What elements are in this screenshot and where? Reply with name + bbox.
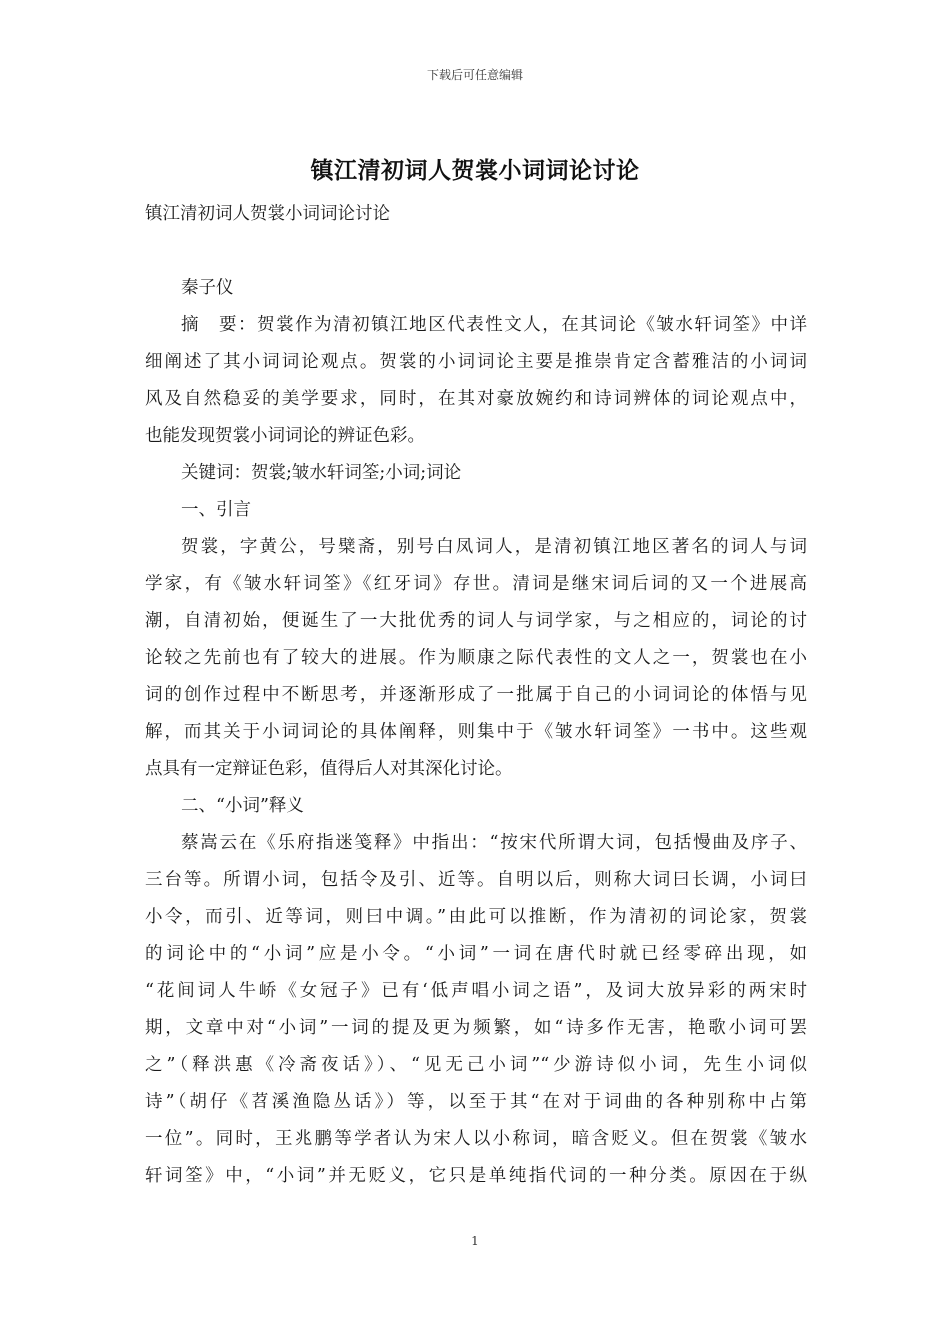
page-header: 下载后可任意编辑 <box>426 68 523 82</box>
paragraph-line: 点具有一定辩证色彩，值得后人对其深化讨论。 <box>145 759 513 779</box>
paragraph-line: 解，而其关于小词词论的具体阐释，则集中于《皱水轩词筌》一书中。这些观 <box>145 722 807 742</box>
paragraph-line: 学家，有《皱水轩词筌》《红牙词》存世。清词是继宋词后词的又一个进展高 <box>145 574 807 594</box>
paragraph-line: 一位”。同时，王兆鹏等学者认为宋人以小称词，暗含贬义。但在贺裳《皱水 <box>145 1129 807 1149</box>
page-number: 1 <box>471 1234 479 1248</box>
paragraph-line: 的词论中的“小词”应是小令。“小词”一词在唐代时就已经零碎出现，如 <box>145 944 807 964</box>
subtitle: 镇江清初词人贺裳小词词论讨论 <box>145 204 390 224</box>
paragraph-line: 蔡嵩云在《乐府指迷笺释》中指出：“按宋代所谓大词，包括慢曲及序子、 <box>181 833 807 853</box>
paragraph-line: 之”（释洪惠《冷斋夜话》）、“见无己小词”“少游诗似小词，先生小词似 <box>145 1055 807 1075</box>
paragraph-line: 论较之先前也有了较大的进展。作为顺康之际代表性的文人之一，贺裳也在小 <box>145 648 807 668</box>
paragraph-line: “花间词人牛峤《女冠子》已有‘低声唱小词之语”，及词大放异彩的两宋时 <box>145 981 807 1001</box>
paragraph-line: 三台等。所谓小词，包括令及引、近等。自明以后，则称大词曰长调，小词曰 <box>145 870 807 890</box>
paragraph-line: 诗”（胡仔《苕溪渔隐丛话》）等，以至于其“在对于词曲的各种别称中占第 <box>145 1092 807 1112</box>
abstract-line: 也能发现贺裳小词词论的辨证色彩。 <box>145 426 425 446</box>
document-body <box>145 196 807 1195</box>
paragraph-line: 期，文章中对“小词”一词的提及更为频繁，如“诗多作无害，艳歌小词可罢 <box>145 1018 807 1038</box>
blank-line <box>145 233 807 270</box>
section-heading: 二、“小词”释义 <box>181 796 304 816</box>
paragraph-line: 潮，自清初始，便诞生了一大批优秀的词人与词学家，与之相应的，词论的讨 <box>145 611 807 631</box>
abstract-line: 摘 要：贺裳作为清初镇江地区代表性文人，在其词论《皱水轩词筌》中详 <box>181 315 807 335</box>
abstract-line: 细阐述了其小词词论观点。贺裳的小词词论主要是推崇肯定含蓄雅洁的小词词 <box>145 352 807 372</box>
document-title: 镇江清初词人贺裳小词词论讨论 <box>310 157 640 184</box>
author: 秦子仪 <box>181 278 234 298</box>
paragraph-line: 词的创作过程中不断思考，并逐渐形成了一批属于自己的小词词论的体悟与见 <box>145 685 807 705</box>
abstract-line: 风及自然稳妥的美学要求，同时，在其对豪放婉约和诗词辨体的词论观点中， <box>145 389 807 409</box>
section-heading: 一、引言 <box>181 500 251 520</box>
paragraph-line: 贺裳，字黄公，号檗斋，别号白凤词人，是清初镇江地区著名的词人与词 <box>181 537 807 557</box>
paragraph-line: 轩词筌》中，“小词”并无贬义，它只是单纯指代词的一种分类。原因在于纵 <box>145 1166 807 1186</box>
paragraph-line: 小令，而引、近等词，则曰中调。”由此可以推断，作为清初的词论家，贺裳 <box>145 907 807 927</box>
keywords: 关键词：贺裳;皱水轩词筌;小词;词论 <box>181 463 462 483</box>
